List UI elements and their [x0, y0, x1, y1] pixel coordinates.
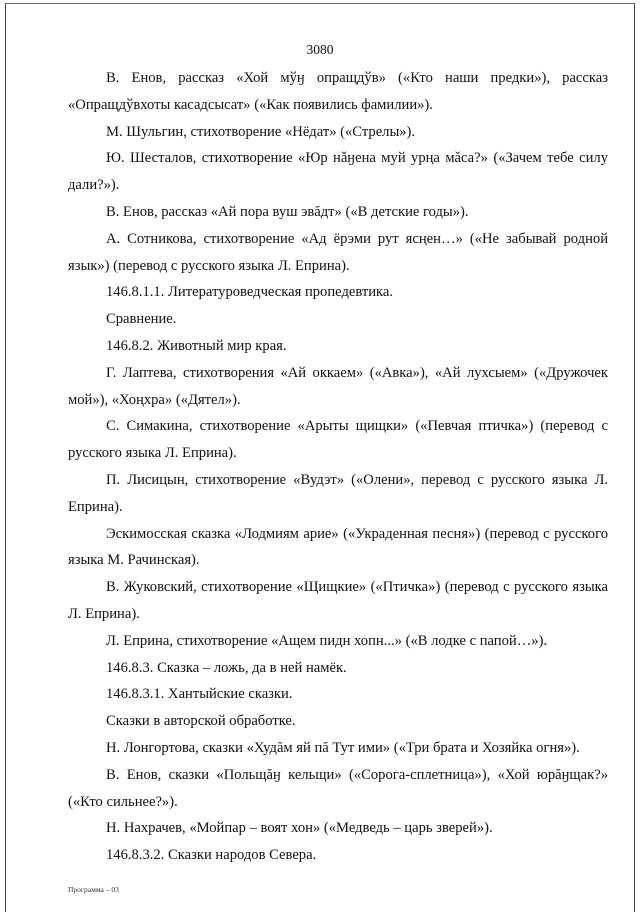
paragraph: Сказки в авторской обработке.	[106, 713, 296, 730]
section-heading: 146.8.2. Животный мир края.	[106, 337, 287, 354]
section-heading: 146.8.3.1. Хантыйские сказки.	[106, 686, 293, 703]
paragraph: М. Шульгин, стихотворение «Нёдат» («Стрелы»).	[106, 123, 416, 140]
section-heading: 146.8.3. Сказка – ложь, да в ней намёк.	[106, 659, 347, 676]
paragraph: Л. Еприна, стихотворение «Ащем пидн хопн...» («В лодке с папой…»).	[106, 632, 548, 649]
paragraph: С. Симакина, стихотворение «Арыты щищки» («Певчая птичка») (перевод с русского языка Л. Еприна).	[68, 418, 608, 462]
paragraph: Сравнение.	[106, 311, 177, 328]
paragraph: Ю. Шесталов, стихотворение «Юр нǎӈена муй урңа мǎса?» («Зачем тебе силу дали?»).	[68, 150, 608, 194]
document-body	[68, 65, 608, 869]
paragraph: А. Сотникова, стихотворение «Ад ёрэми рут ясңен…» («Не забывай родной язык») (перевод с русского языка Л. Еприна).	[68, 230, 608, 274]
section-heading: 146.8.3.2. Сказки народов Севера.	[106, 847, 317, 864]
paragraph: Н. Нахрачев, «Мойпар – воят хон» («Медведь – царь зверей»).	[106, 820, 493, 837]
paragraph: Н. Лонгортова, сказки «Худăм яй пă Тут ими» («Три брата и Хозяйка огня»).	[106, 739, 580, 756]
section-heading: 146.8.1.1. Литературоведческая пропедевтика.	[106, 284, 394, 301]
paragraph: Эскимосская сказка «Лодмиям арие» («Украденная песня») (перевод с русского языка М. Рачинская).	[68, 525, 608, 569]
paragraph: В. Енов, сказки «Польщăӈ кельщи» («Сорога-сплетница»), «Хой юрăӈщак?» («Кто сильнее?»).	[68, 766, 608, 810]
page-footer: Программа – 03	[68, 885, 119, 894]
paragraph: П. Лисицын, стихотворение «Вудэт» («Олени», перевод с русского языка Л. Еприна).	[68, 471, 608, 515]
page-number: 3080	[306, 42, 334, 57]
paragraph: Г. Лаптева, стихотворения «Ай оккаем» («Авка»), «Ай лухсыем» («Дружочек мой»), «Хоңхра» («Дятел»).	[68, 364, 608, 408]
paragraph: В. Жуковский, стихотворение «Щищкие» («Птичка») (перевод с русского языка Л. Еприна).	[68, 579, 608, 622]
paragraph: В. Енов, рассказ «Ай пора вуш эвăдт» («В детские годы»).	[106, 203, 469, 220]
paragraph: В. Енов, рассказ «Хой мўӈ опращдўв» («Кто наши предки»), рассказ «Опращдўвхоты касадсысат» («Как появились фамилии»).	[68, 70, 608, 113]
